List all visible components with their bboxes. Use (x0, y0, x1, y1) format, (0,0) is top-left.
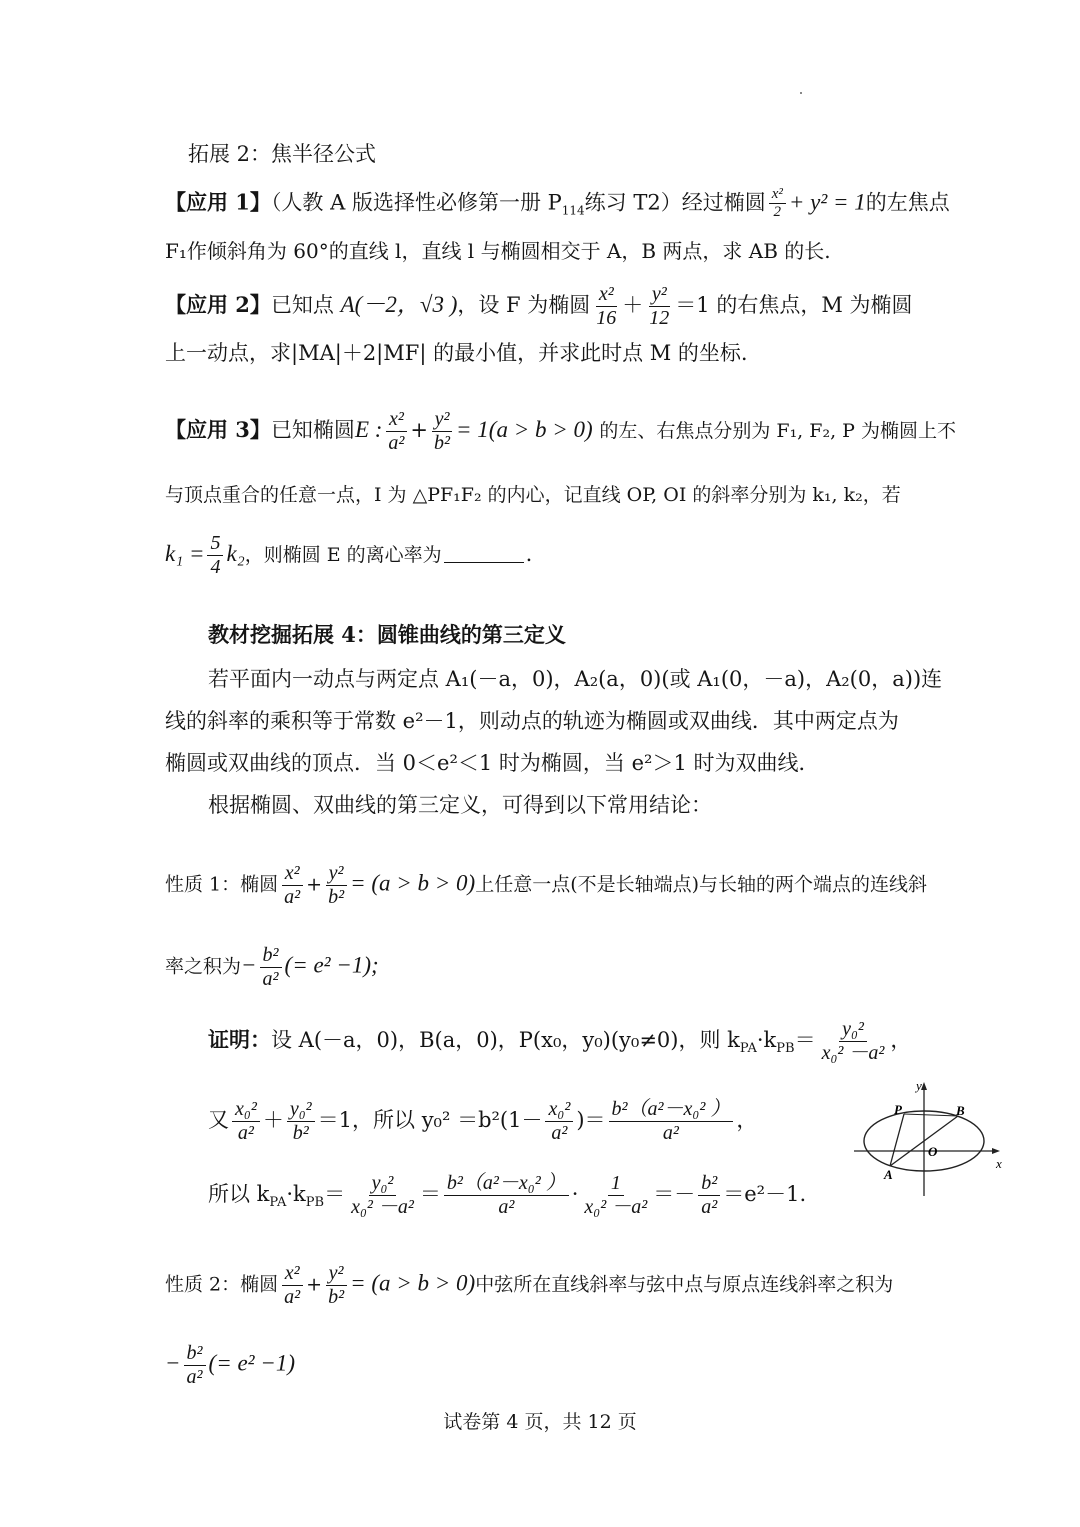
fraction: $\frac{\text{y₀²}}{\text{b²}}$ (287, 1098, 315, 1145)
proof-line-3: 所以 $k_{PA}\cdot k_{PB}=$ $\frac{\text{y₀²}}{\text{x₀² －a²}}$ ＝ $\frac{\text{b²（a²－x₀² ）}}{\text{a²}}$ · $\frac{1}{\text{x₀² －a²}}$ ＝－ $\frac{\text{b²}}{\text{a²}}$ ＝e²－1. (208, 1172, 807, 1218)
label-p: P (894, 1102, 902, 1117)
app2-line-1: 【应用 2】已知点 A(－2，√3 )，设 F 为椭圆 $\frac{\text{x²}}{16}$ ＋ $\frac{\text{y²}}{12}$ ＝1 的右焦点，M 为椭圆 (165, 283, 913, 329)
app1-line-1: 【应用 1】（人教 A 版选择性必修第一册 $P_{114}$练习 T2）经过椭圆 $\frac{\text{x²}}{2}$ + y² = 1的左焦点 (165, 186, 950, 221)
fraction: $\frac{\text{x²}}{2}$ (769, 186, 786, 222)
fraction: $\frac{5}{4}$ (207, 532, 223, 579)
app2-line-2: 上一动点，求|MA|＋2|MF| 的最小值，并求此时点 M 的坐标. (165, 341, 748, 365)
app3-line-1: 【应用 3】已知椭圆E : $\frac{\text{x²}}{\text{a²}}$ + $\frac{\text{y²}}{\text{b²}}$ = 1(a > b > 0) 的左、右焦点分别为 F₁, F₂, P 为椭圆上不 (165, 408, 956, 454)
fraction: $\frac{\text{x₀²}}{\text{a²}}$ (545, 1098, 573, 1145)
page-footer: 试卷第 4 页，共 12 页 (443, 1411, 637, 1433)
section-heading: 拓展 2：焦半径公式 (188, 142, 377, 166)
x-axis-arrow (992, 1148, 1000, 1154)
chord-pa (890, 1114, 904, 1166)
app3-line-3: k₁ = $\frac{5}{4}$ k₂，则椭圆 E 的离心率为 . (165, 532, 533, 578)
fraction: $\frac{\text{x²}}{\text{a²}}$ (281, 1262, 303, 1309)
label-a: A (884, 1167, 893, 1182)
label-x: x (996, 1156, 1002, 1171)
prop1-line-1: 性质 1：椭圆 $\frac{\text{x²}}{\text{a²}}$ + $\frac{\text{y²}}{\text{b²}}$ = (a > b > 0)上任意一点(不是长轴端点)与长轴的两个端点的连线斜 (165, 862, 928, 908)
fraction: $\frac{\text{y²}}{\text{b²}}$ (325, 1262, 347, 1309)
fraction: $\frac{\text{y²}}{12}$ (649, 283, 670, 329)
ext4-para-4: 根据椭圆、双曲线的第三定义，可得到以下常用结论： (208, 793, 712, 817)
fraction: $\frac{\text{x₀²}}{\text{a²}}$ (232, 1098, 260, 1145)
proof-line-2: 又 $\frac{\text{x₀²}}{\text{a²}}$ ＋ $\frac{\text{y₀²}}{\text{b²}}$ ＝1，所以 y₀² ＝b²(1－ $\frac{\text{x₀²}}{\text{a²}}$ )＝ $\frac{\text{b²（a²－x₀² ）}}{\text{a²}}$ ， (208, 1098, 758, 1144)
y-axis-arrow (921, 1082, 927, 1090)
scan-speck (800, 92, 802, 94)
label-b: B (956, 1103, 965, 1118)
fraction: $\frac{1}{\text{x₀² －a²}}$ (584, 1172, 648, 1218)
fraction: $\frac{\text{y₀²}}{\text{x₀² －a²}}$ (351, 1172, 414, 1218)
fraction: $\frac{\text{y²}}{\text{b²}}$ (325, 862, 347, 909)
prop2-line-1: 性质 2：椭圆 $\frac{\text{x²}}{\text{a²}}$ + $\frac{\text{y²}}{\text{b²}}$ = (a > b > 0)中弦所在直线斜率与弦中点与原点连线斜率之积为 (165, 1262, 894, 1308)
prop1-line-2: 率之积为− $\frac{\text{b²}}{\text{a²}}$ (= e² −1); (165, 944, 379, 990)
ellipse-figure (850, 1076, 1010, 1200)
fraction: $\frac{\text{b²}}{\text{a²}}$ (698, 1172, 720, 1219)
fraction: $\frac{\text{b²（a²－x₀² ）}}{\text{a²}}$ (609, 1098, 734, 1145)
label-o: O (928, 1144, 938, 1159)
fraction: $\frac{\text{y₀²}}{\text{x₀² －a²}}$ (821, 1018, 885, 1064)
answer-blank (444, 562, 524, 563)
fraction: $\frac{\text{x²}}{16}$ (596, 283, 617, 329)
app1-line-2: F₁作倾斜角为 60°的直线 l，直线 l 与椭圆相交于 A，B 两点，求 AB 的长. (165, 239, 831, 263)
fraction: $\frac{\text{x²}}{\text{a²}}$ (281, 862, 303, 909)
fraction: $\frac{\text{b²}}{\text{a²}}$ (184, 1342, 206, 1389)
app3-line-2: 与顶点重合的任意一点，I 为 △PF₁F₂ 的内心，记直线 OP, OI 的斜率分别为 k₁, k₂，若 (165, 484, 901, 506)
app2-label: 【应用 2】 (165, 292, 271, 317)
fraction: $\frac{\text{b²}}{\text{a²}}$ (260, 944, 282, 991)
fraction: $\frac{\text{y²}}{\text{b²}}$ (431, 408, 453, 455)
ext4-para-2: 线的斜率的乘积等于常数 e²－1，则动点的轨迹为椭圆或双曲线．其中两定点为 (165, 709, 899, 733)
ext4-para-1: 若平面内一动点与两定点 A₁(－a，0)，A₂(a，0)(或 A₁(0，－a)，A₂(0，a))连 (208, 667, 943, 691)
ext4-para-3: 椭圆或双曲线的顶点．当 0＜e²＜1 时为椭圆，当 e²＞1 时为双曲线． (165, 751, 820, 775)
proof-label: 证明： (208, 1027, 271, 1052)
ext4-title: 教材挖掘拓展 4：圆锥曲线的第三定义 (208, 622, 566, 647)
label-y: y (916, 1078, 922, 1093)
fraction: $\frac{\text{b²（a²－x₀² ）}}{\text{a²}}$ (444, 1172, 569, 1219)
prop2-line-2: − $\frac{\text{b²}}{\text{a²}}$ (= e² −1) (165, 1342, 295, 1388)
fraction: $\frac{\text{x²}}{\text{a²}}$ (385, 408, 407, 455)
app1-label: 【应用 1】 (165, 189, 271, 215)
app3-label: 【应用 3】 (165, 417, 271, 442)
proof-line-1: 证明：设 A(－a，0)，B(a，0)，P(x₀，y₀)(y₀≠0)，则 $k_{PA}\cdot k_{PB}=$ $\frac{\text{y₀²}}{\text{x₀² －a²}}$ ， (208, 1018, 912, 1064)
